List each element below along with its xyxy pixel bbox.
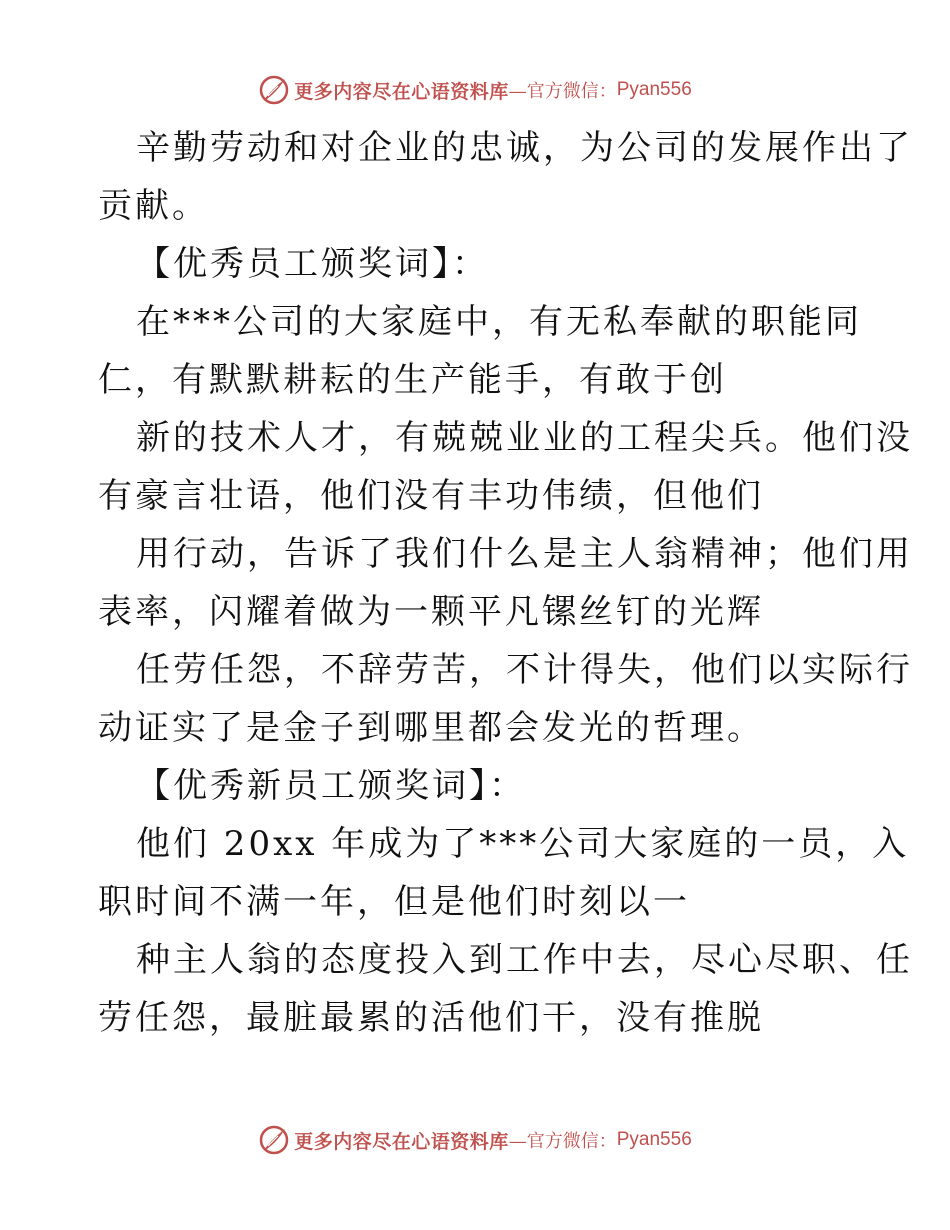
banner-title: 更多内容尽在心语资料库	[294, 1130, 509, 1153]
paragraph-line: 仁，有默默耕耘的生产能手，有敢于创	[98, 360, 727, 400]
banner-subtitle: —官方微信：	[508, 1131, 617, 1152]
paragraph-line: 贡献。	[98, 186, 209, 226]
header-banner	[0, 70, 950, 110]
banner-subtitle: —官方微信：	[508, 81, 617, 102]
banner-title: 更多内容尽在心语资料库	[294, 80, 509, 103]
footer-banner	[0, 1120, 950, 1160]
paragraph-line: 职时间不满一年，但是他们时刻以一	[98, 882, 690, 922]
paragraph-line: 劳任怨，最脏最累的活他们干，没有推脱	[98, 998, 764, 1038]
paragraph-line: 他们 20xx 年成为了***公司大家庭的一员，入	[136, 824, 910, 864]
paragraph-line: 新的技术人才，有兢兢业业的工程尖兵。他们没	[136, 418, 913, 458]
banner-wechat-id: Pyan556	[616, 1129, 692, 1150]
feather-pen-logo-icon	[258, 1124, 290, 1156]
paragraph-line: 在***公司的大家庭中，有无私奉献的职能同	[136, 302, 862, 342]
section-heading: 【优秀新员工颁奖词】：	[136, 766, 526, 806]
paragraph-line: 用行动，告诉了我们什么是主人翁精神；他们用	[136, 534, 913, 574]
paragraph-line: 种主人翁的态度投入到工作中去，尽心尽职、任	[136, 940, 913, 980]
paragraph-line: 辛勤劳动和对企业的忠诚，为公司的发展作出了	[136, 128, 913, 168]
feather-pen-logo-icon	[258, 74, 290, 106]
banner-wechat-id: Pyan556	[616, 79, 692, 100]
section-heading: 【优秀员工颁奖词】：	[136, 244, 489, 284]
paragraph-line: 有豪言壮语，他们没有丰功伟绩，但他们	[98, 476, 764, 516]
paragraph-line: 表率，闪耀着做为一颗平凡镙丝钉的光辉	[98, 592, 764, 632]
paragraph-line: 动证实了是金子到哪里都会发光的哲理。	[98, 708, 764, 748]
paragraph-line: 任劳任怨，不辞劳苦，不计得失，他们以实际行	[136, 650, 913, 690]
